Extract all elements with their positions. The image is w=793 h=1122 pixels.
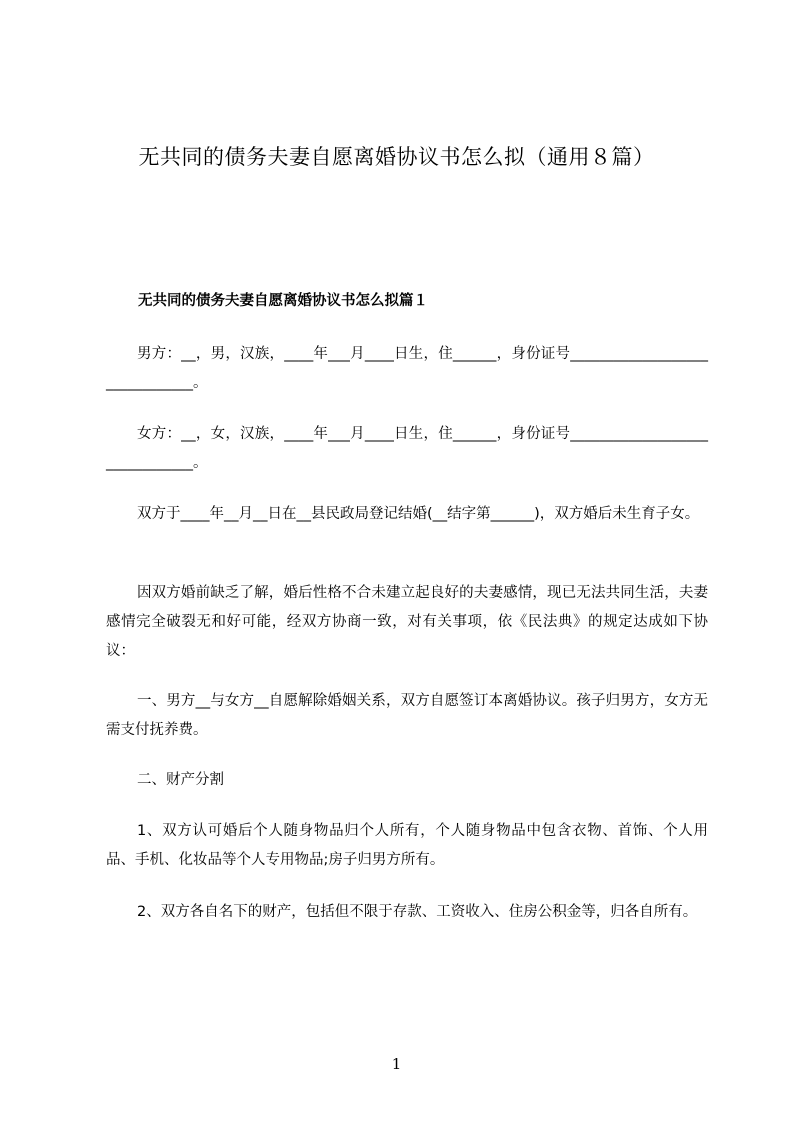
page-number: 1	[391, 1055, 402, 1073]
document-title: 无共同的债务夫妻自愿离婚协议书怎么拟（通用８篇）	[138, 145, 655, 169]
paragraph-male-party: 男方：__，男，汉族，____年___月____日生，住______，身份证号_______________________________。	[106, 346, 708, 391]
paragraph-reason: 因双方婚前缺乏了解，婚后性格不合未建立起良好的夫妻感情，现已无法共同生活，夫妻感情完全破裂无和好可能，经双方协商一致，对有关事项，依《民法典》的规定达成如下协议：	[106, 585, 708, 659]
paragraph-property-2: 2、双方各自名下的财产，包括但不限于存款、工资收入、住房公积金等，归各自所有。	[137, 904, 698, 920]
paragraph-female-party: 女方：__，女，汉族，____年___月____日生，住______，身份证号_______________________________。	[106, 426, 708, 471]
paragraph-marriage-registration: 双方于____年__月__日在__县民政局登记结婚(__结字第______)，双方婚后未生育子女。	[137, 506, 700, 522]
section-heading: 无共同的债务夫妻自愿离婚协议书怎么拟篇１	[138, 293, 428, 309]
paragraph-clause-2-heading: 二、财产分割	[137, 772, 224, 788]
paragraph-clause-1: 一、男方__与女方__自愿解除婚姻关系，双方自愿签订本离婚协议。孩子归男方，女方无需支付抚养费。	[106, 693, 708, 738]
paragraph-property-1: 1、双方认可婚后个人随身物品归个人所有，个人随身物品中包含衣物、首饰、个人用品、手机、化妆品等个人专用物品;房子归男方所有。	[106, 823, 708, 868]
